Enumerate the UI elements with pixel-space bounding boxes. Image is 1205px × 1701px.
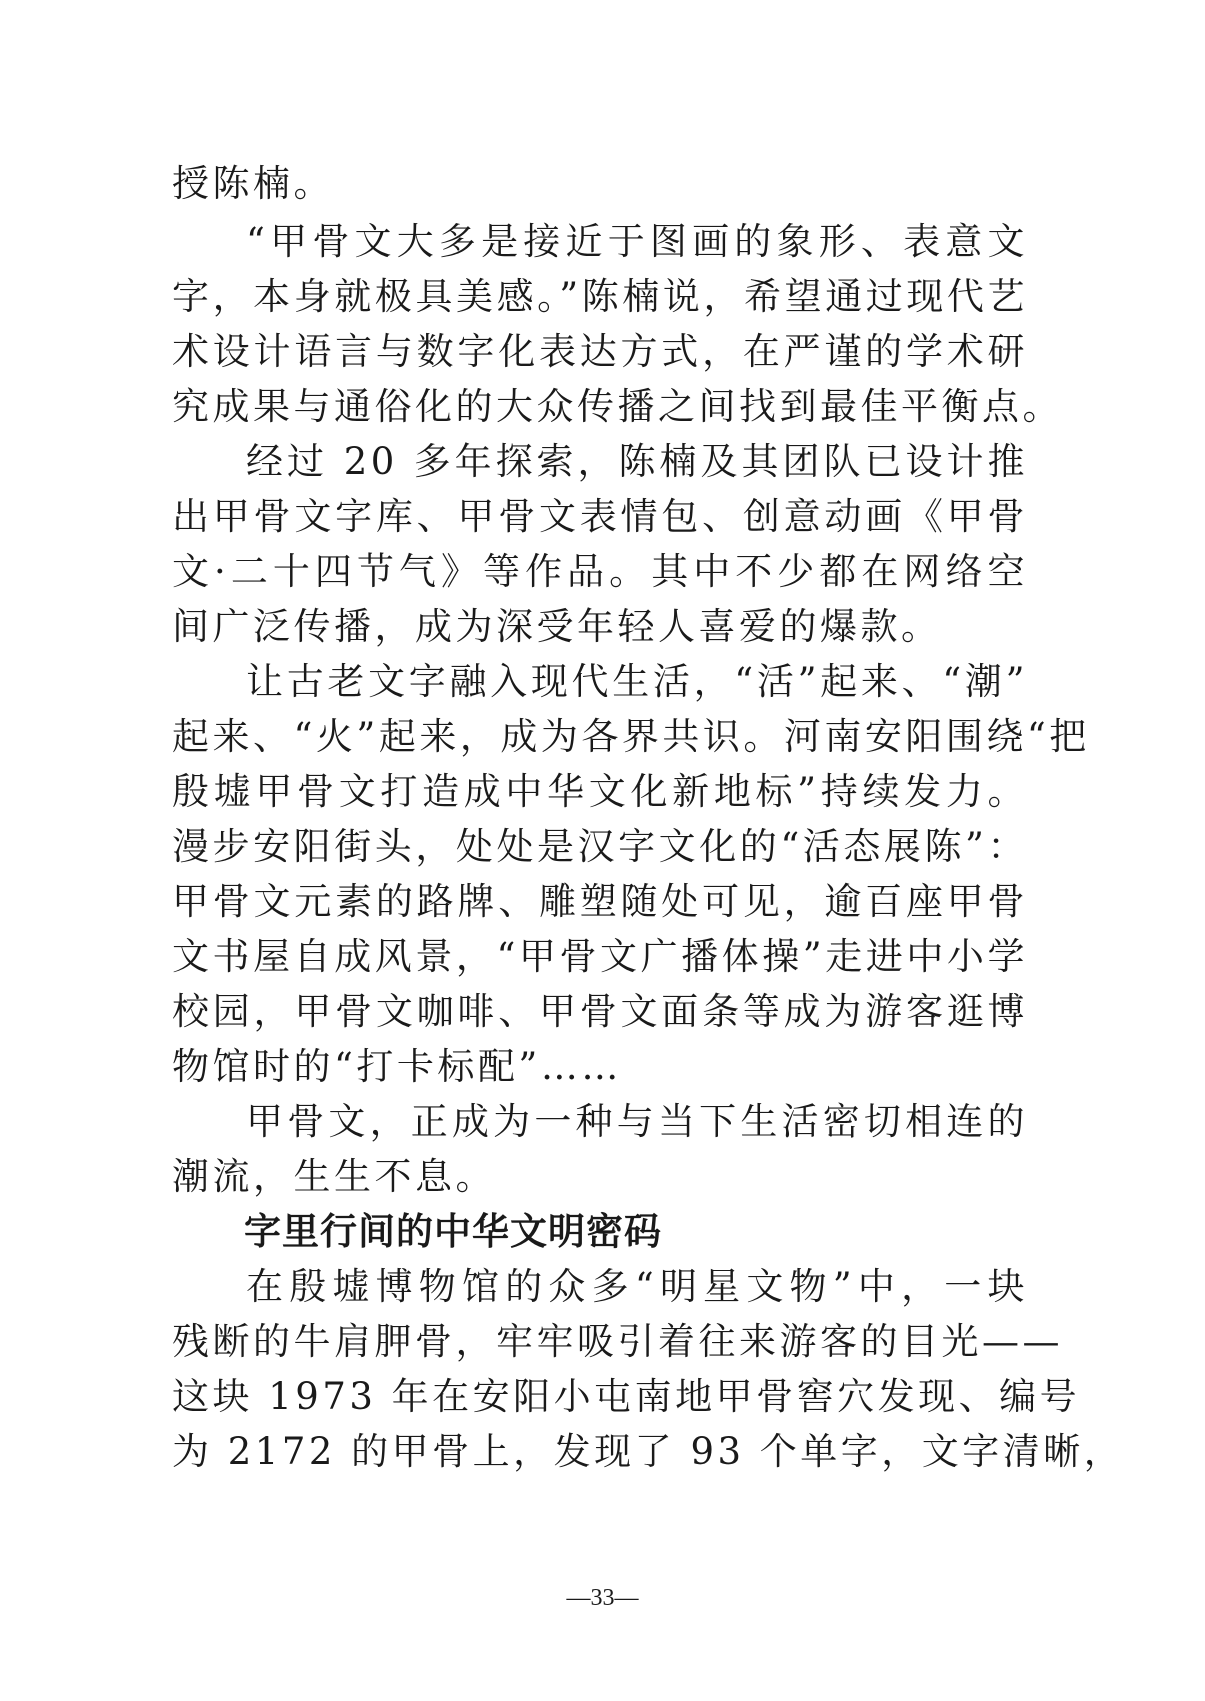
paragraph-line: 物馆时的“打卡标配”…… bbox=[172, 1045, 622, 1088]
paragraph-line: 甲骨文元素的路牌、雕塑随处可见，逾百座甲骨 bbox=[172, 880, 1028, 923]
paragraph-line: 间广泛传播，成为深受年轻人喜爱的爆款。 bbox=[172, 605, 942, 648]
paragraph-line: 为 2172 的甲骨上，发现了 93 个单字，文字清晰， bbox=[172, 1430, 1125, 1473]
paragraph-line: 甲骨文，正成为一种与当下生活密切相连的 bbox=[246, 1100, 1028, 1143]
paragraph-line: 文·二十四节气》等作品。其中不少都在网络空 bbox=[172, 550, 1028, 593]
paragraph-line: 文书屋自成风景，“甲骨文广播体操”走进中小学 bbox=[172, 935, 1028, 978]
paragraph-line: 术设计语言与数字化表达方式，在严谨的学术研 bbox=[172, 330, 1028, 373]
paragraph-line: 让古老文字融入现代生活，“活”起来、“潮” bbox=[246, 660, 1028, 703]
paragraph-line: 经过 20 多年探索，陈楠及其团队已设计推 bbox=[246, 440, 1028, 483]
paragraph-line: 授陈楠。 bbox=[172, 162, 334, 205]
paragraph-line: 字，本身就极具美感。”陈楠说，希望通过现代艺 bbox=[172, 275, 1028, 318]
paragraph-line: 出甲骨文字库、甲骨文表情包、创意动画《甲骨 bbox=[172, 495, 1028, 538]
paragraph-line: 这块 1973 年在安阳小屯南地甲骨窖穴发现、编号 bbox=[172, 1375, 1081, 1418]
paragraph-line: 究成果与通俗化的大众传播之间找到最佳平衡点。 bbox=[172, 385, 1063, 428]
paragraph-line: 校园，甲骨文咖啡、甲骨文面条等成为游客逛博 bbox=[172, 990, 1028, 1033]
page-number: —33— bbox=[566, 1585, 639, 1611]
paragraph-line: “甲骨文大多是接近于图画的象形、表意文 bbox=[246, 220, 1028, 263]
paragraph-line: 起来、“火”起来，成为各界共识。河南安阳围绕“把 bbox=[172, 715, 1090, 758]
paragraph-line: 漫步安阳街头，处处是汉字文化的“活态展陈”： bbox=[172, 825, 1028, 868]
paragraph-line: 殷墟甲骨文打造成中华文化新地标”持续发力。 bbox=[172, 770, 1028, 813]
section-heading: 字里行间的中华文明密码 bbox=[244, 1210, 662, 1253]
paragraph-line: 潮流，生生不息。 bbox=[172, 1155, 496, 1198]
paragraph-line: 在殷墟博物馆的众多“明星文物”中，一块 bbox=[246, 1265, 1028, 1308]
paragraph-line: 残断的牛肩胛骨，牢牢吸引着往来游客的目光—— bbox=[172, 1320, 1063, 1363]
